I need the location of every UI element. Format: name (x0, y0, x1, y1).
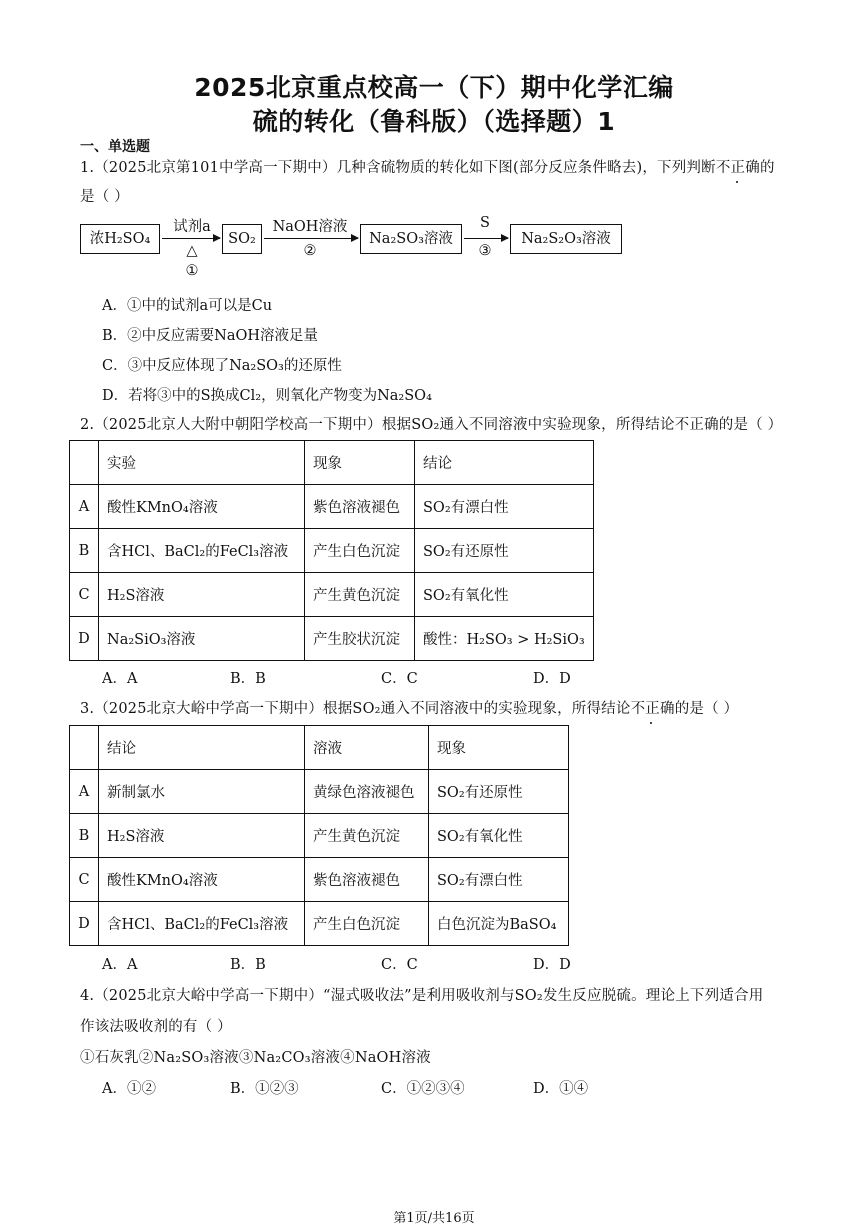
table-header: 结论 (99, 726, 305, 770)
table-cell: 新制氯水 (99, 770, 305, 814)
q2-answer-c[interactable]: C．C (381, 671, 418, 687)
table-cell: A (70, 770, 99, 814)
q1-option-c[interactable]: C．③中反应体现了Na₂SO₃的还原性 (102, 358, 342, 374)
arrow2-reagent-label: NaOH溶液 (272, 219, 348, 235)
q3-answer-c[interactable]: C．C (381, 957, 418, 973)
arrow1-heat-label: △ (186, 243, 198, 259)
table-header-row (70, 726, 569, 770)
table-row (70, 485, 594, 529)
table-cell: Na₂SiO₃溶液 (99, 617, 305, 661)
table-cell: A (70, 485, 99, 529)
table-row (70, 770, 569, 814)
q4-items: ①石灰乳②Na₂SO₃溶液③Na₂CO₃溶液④NaOH溶液 (80, 1050, 431, 1066)
q4-answer-a[interactable]: A．①② (102, 1081, 156, 1097)
table-header: 实验 (99, 441, 305, 485)
q3-answer-a[interactable]: A．A (102, 957, 138, 973)
table-header: 溶液 (305, 726, 429, 770)
q4-answer-d[interactable]: D．①④ (533, 1081, 589, 1097)
q2-answer-b[interactable]: B．B (230, 671, 266, 687)
diagram-box-so2: SO₂ (222, 224, 262, 254)
table-cell: B (70, 814, 99, 858)
q1-stem-line2: 是（ ） (80, 189, 129, 205)
table-cell: SO₂有漂白性 (429, 858, 569, 902)
arrow1-reagent-label: 试剂a (173, 219, 211, 235)
emphasis-dots: 不正确 (631, 697, 675, 718)
table-cell: 白色沉淀为BaSO₄ (429, 902, 569, 946)
table-cell: SO₂有氧化性 (415, 573, 594, 617)
arrow1-step-label: ① (185, 263, 199, 279)
table-cell: 紫色溶液褪色 (305, 858, 429, 902)
page-title-line2: 硫的转化（鲁科版）（选择题）1 (252, 107, 616, 136)
q3-stem: 3.（2025北京大峪中学高一下期中）根据SO₂通入不同溶液中的实验现象，所得结论不正确的是（ ） (80, 697, 738, 718)
q3-table (69, 725, 569, 946)
table-cell: B (70, 529, 99, 573)
q4-stem-line2: 作该法吸收剂的有（ ） (80, 1019, 232, 1035)
table-cell: SO₂有漂白性 (415, 485, 594, 529)
table-cell: 含HCl、BaCl₂的FeCl₃溶液 (99, 529, 305, 573)
q3-answer-d[interactable]: D．D (533, 957, 571, 973)
table-cell: 产生黄色沉淀 (305, 814, 429, 858)
table-cell: SO₂有还原性 (415, 529, 594, 573)
table-cell: D (70, 902, 99, 946)
table-row (70, 858, 569, 902)
table-row (70, 573, 594, 617)
table-cell: 酸性KMnO₄溶液 (99, 485, 305, 529)
table-cell: 产生胶状沉淀 (305, 617, 415, 661)
table-cell: 产生白色沉淀 (305, 902, 429, 946)
q2-answer-d[interactable]: D．D (533, 671, 571, 687)
table-header: 现象 (305, 441, 415, 485)
arrow3-reagent-label: S (480, 215, 490, 231)
table-cell: 含HCl、BaCl₂的FeCl₃溶液 (99, 902, 305, 946)
table-cell (70, 441, 99, 485)
arrow3 (464, 238, 508, 239)
diagram-box-na2so3: Na₂SO₃溶液 (360, 224, 462, 254)
table-cell: H₂S溶液 (99, 573, 305, 617)
table-cell: SO₂有还原性 (429, 770, 569, 814)
arrow1 (162, 238, 220, 239)
section-heading: 一、单选题 (80, 139, 150, 155)
table-cell: D (70, 617, 99, 661)
table-row (70, 814, 569, 858)
q1-option-a[interactable]: A．①中的试剂a可以是Cu (102, 298, 273, 314)
table-header: 现象 (429, 726, 569, 770)
q1-option-b[interactable]: B．②中反应需要NaOH溶液足量 (102, 328, 319, 344)
arrow2 (264, 238, 358, 239)
q1-option-d[interactable]: D．若将③中的S换成Cl₂，则氧化产物变为Na₂SO₄ (102, 388, 432, 404)
arrow3-step-label: ③ (478, 243, 492, 259)
table-cell: 紫色溶液褪色 (305, 485, 415, 529)
table-cell: 黄绿色溶液褪色 (305, 770, 429, 814)
table-cell: 酸性：H₂SO₃ > H₂SiO₃ (415, 617, 594, 661)
table-row (70, 617, 594, 661)
table-cell: 产生黄色沉淀 (305, 573, 415, 617)
table-cell: 产生白色沉淀 (305, 529, 415, 573)
page-title-line1: 2025北京重点校高一（下）期中化学汇编 (194, 73, 674, 102)
q4-answer-b[interactable]: B．①②③ (230, 1081, 299, 1097)
diagram-box-h2so4: 浓H₂SO₄ (80, 224, 160, 254)
table-cell (70, 726, 99, 770)
table-cell: H₂S溶液 (99, 814, 305, 858)
table-cell: C (70, 858, 99, 902)
table-row (70, 902, 569, 946)
table-header-row (70, 441, 594, 485)
q1-stem-line1: 1.（2025北京第101中学高一下期中）几种含硫物质的转化如下图(部分反应条件略去)，下列判断不正确的 (80, 156, 775, 177)
emphasis-dots: 不正确 (716, 156, 760, 177)
q2-answer-a[interactable]: A．A (102, 671, 138, 687)
q4-stem-line1: 4.（2025北京大峪中学高一下期中）“湿式吸收法”是利用吸收剂与SO₂发生反应脱硫。理论上下列适合用 (80, 988, 764, 1004)
q2-table (69, 440, 594, 661)
table-cell: C (70, 573, 99, 617)
diagram-box-na2s2o3: Na₂S₂O₃溶液 (510, 224, 622, 254)
q4-answer-c[interactable]: C．①②③④ (381, 1081, 465, 1097)
q3-answer-b[interactable]: B．B (230, 957, 266, 973)
table-header: 结论 (415, 441, 594, 485)
table-cell: SO₂有氧化性 (429, 814, 569, 858)
q2-stem: 2.（2025北京人大附中朝阳学校高一下期中）根据SO₂通入不同溶液中实验现象，所得结论不正确的是（ ） (80, 417, 783, 433)
table-row (70, 529, 594, 573)
table-cell: 酸性KMnO₄溶液 (99, 858, 305, 902)
arrow2-step-label: ② (303, 243, 317, 259)
page-footer: 第1页/共16页 (393, 1211, 475, 1226)
